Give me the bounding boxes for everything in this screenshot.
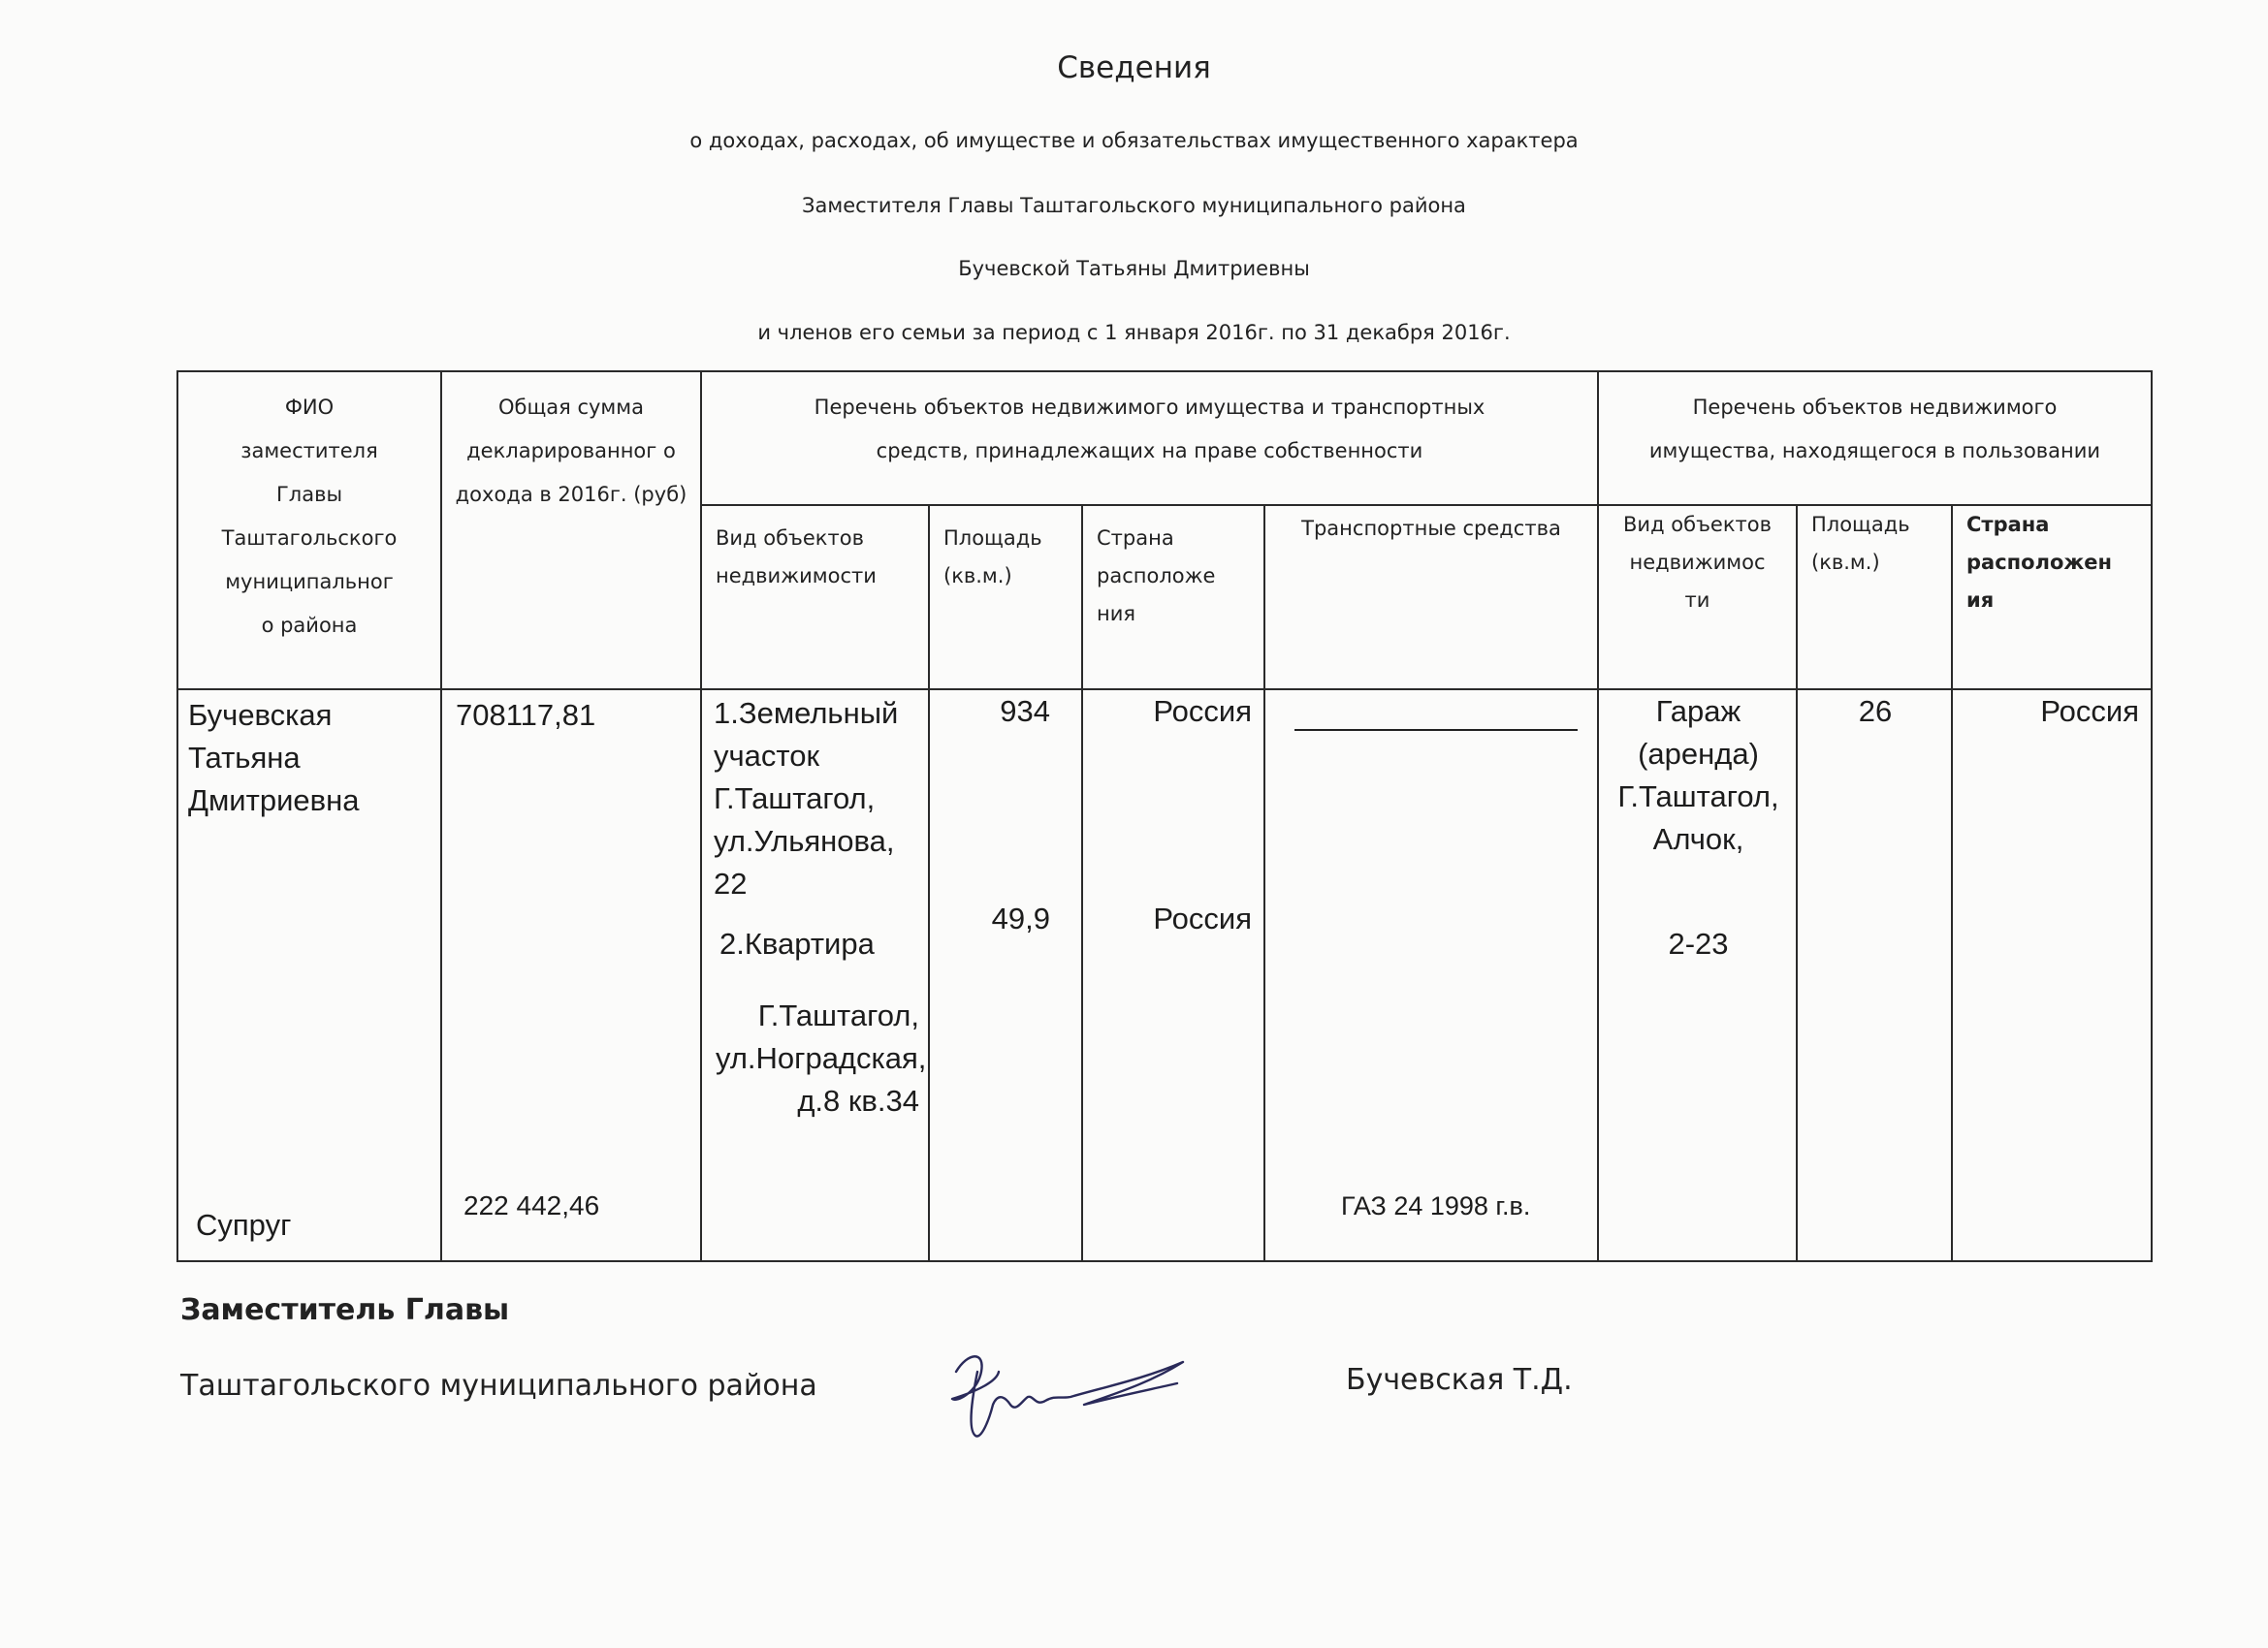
spouse-transport: ГАЗ 24 1998 г.в.: [1341, 1191, 1531, 1220]
row-owned-country-cell: [1082, 689, 1264, 1261]
header-transport-text: Транспортные средства: [1301, 517, 1561, 540]
row-income-cell: [441, 689, 701, 1261]
document-subtitle-2: Заместителя Главы Таштагольского муниципального района: [802, 194, 1466, 217]
header-income-text: Общая сумма декларированног о дохода в 2016г. (руб): [455, 396, 687, 506]
header-used-country: [1952, 505, 2152, 689]
owned-area-2: 49,9: [991, 902, 1050, 935]
document-subtitle-3: Бучевской Татьяны Дмитриевны: [958, 257, 1310, 280]
owned-item-2: 2.Квартира: [719, 927, 875, 961]
header-owned-type: [701, 505, 929, 689]
document-subtitle-4: и членов его семьи за период с 1 января 2016г. по 31 декабря 2016г.: [757, 321, 1511, 344]
header-used-type-text: Вид объектов недвижимос ти: [1623, 513, 1772, 612]
used-area: 26: [1858, 694, 1893, 728]
header-owned-group: [701, 371, 1598, 505]
header-used-area-text: Площадь (кв.м.): [1811, 513, 1910, 574]
transport-dash-line: [1294, 729, 1578, 731]
header-income: [441, 371, 701, 689]
signer-position-line-2: Таштагольского муниципального района: [180, 1369, 817, 1403]
header-used-area: [1797, 505, 1952, 689]
used-country: Россия: [2040, 694, 2140, 728]
used-item-number: 2-23: [1668, 927, 1729, 961]
header-owned-country-text: Страна расположе ния: [1097, 526, 1216, 625]
header-fio: [177, 371, 441, 689]
row-transport-cell: [1264, 689, 1598, 1261]
declaration-table: [176, 370, 2153, 1262]
row-name: Бучевская Татьяна Дмитриевна: [188, 698, 360, 817]
row-owned-area-cell: [929, 689, 1082, 1261]
row-used-type-cell: [1598, 689, 1797, 1261]
owned-country-1: Россия: [1153, 694, 1252, 728]
header-owned-area: [929, 505, 1082, 689]
spouse-label: Супруг: [196, 1208, 292, 1242]
row-used-area-cell: [1797, 689, 1952, 1261]
owned-area-1: 934: [1000, 694, 1050, 728]
header-owned-group-text: Перечень объектов недвижимого имущества и транспортных средств, принадлежащих на праве собственности: [814, 396, 1485, 462]
row-used-country-cell: [1952, 689, 2152, 1261]
header-used-group: [1598, 371, 2152, 505]
header-used-group-text: Перечень объектов недвижимого имущества, находящегося в пользовании: [1648, 396, 2101, 462]
row-owned-type-cell: [701, 689, 929, 1261]
header-used-country-text: Страна расположен ия: [1966, 513, 2113, 612]
header-used-type: [1598, 505, 1797, 689]
owned-item-2-address: Г.Таштагол, ул.Ноградская, д.8 кв.34: [716, 998, 927, 1118]
spouse-income: 222 442,46: [463, 1190, 600, 1220]
document-subtitle-1: о доходах, расходах, об имуществе и обязательствах имущественного характера: [689, 129, 1579, 152]
used-item: Гараж (аренда) Г.Таштагол, Алчок,: [1617, 694, 1779, 856]
row-income: 708117,81: [456, 698, 596, 732]
owned-country-2: Россия: [1153, 902, 1252, 935]
handwritten-signature: [939, 1343, 1191, 1449]
owned-item-1: 1.Земельный участок Г.Таштагол, ул.Ульянова, 22: [714, 696, 899, 901]
signer-name: Бучевская Т.Д.: [1346, 1363, 1573, 1397]
document-title: Сведения: [1057, 50, 1211, 85]
header-owned-area-text: Площадь (кв.м.): [943, 526, 1042, 587]
row-name-cell: [177, 689, 441, 1261]
signer-position-line-1: Заместитель Главы: [180, 1293, 510, 1327]
header-fio-text: ФИО заместителя Главы Таштагольского муниципальног о района: [221, 396, 398, 637]
header-owned-type-text: Вид объектов недвижимости: [716, 526, 877, 587]
header-owned-country: [1082, 505, 1264, 689]
header-transport: [1264, 505, 1598, 689]
